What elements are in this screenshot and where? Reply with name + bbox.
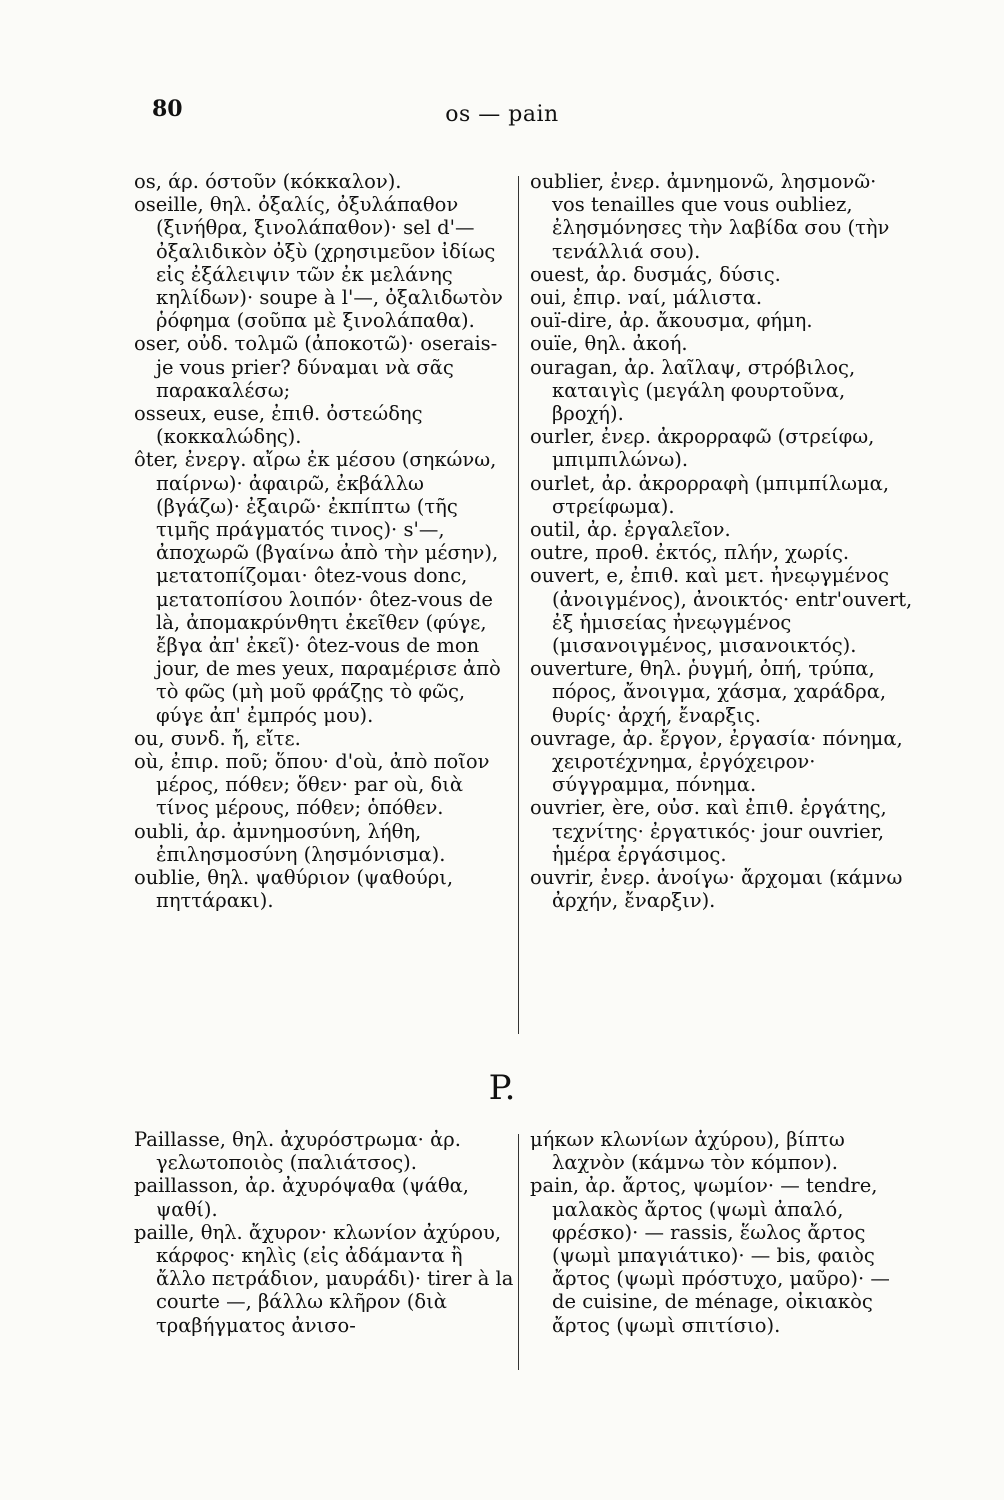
entry-oseille: oseille, θηλ. ὀξαλίς, ὀξυλάπαθον (ξινήθρα, ξινολάπαθον)· sel d'— ὀξαλιδικὸν ὀξὺ (χρησιμεῦον ἰδίως εἰς ἐξάλειψιν τῶν ἐκ μελάνης κηλίδων)· soupe à l'—, ὀξαλιδωτὸν ῥόφημα (σοῦπα μὲ ξινολάπαθα). [134, 193, 503, 333]
running-head: os — pain [445, 102, 559, 127]
column-bottom-right [530, 1128, 914, 1337]
entry-oublier: oublier, ἐνερ. ἀμνημονῶ, λησμονῶ· vos tenailles que vous oubliez, ἐλησμόνησες τὴν λαβίδα σου (τὴν τενάλλιά σου). [530, 170, 890, 263]
entry-paille: paille, θηλ. ἄχυρον· κλωνίον ἀχύρου, κάρφος· κηλὶς (εἰς ἀδάμαντα ἢ ἄλλο πετράδιον, μαυράδι)· tirer à la courte —, βάλλω κλῆρον (διὰ τραβήγματος ἀνισο- [134, 1220, 514, 1337]
entry-ouvrage: ouvrage, ἀρ. ἔργον, ἐργασία· πόνημα, χειροτέχνημα, ἐργόχειρον· σύγγραμμα, πόνημα. [530, 726, 903, 797]
entry-oubli: oubli, ἀρ. ἀμνημοσύνη, λήθη, ἐπιλησμοσύνη (λησμόνισμα). [134, 819, 446, 866]
entry-ouie: ouïe, θηλ. ἀκοή. [530, 332, 688, 356]
entry-ourlet: ourlet, ἀρ. ἀκρορραφὴ (μπιμπίλωμα, στρείφωμα). [530, 471, 890, 518]
entry-ouvrier: ouvrier, ère, οὐσ. καὶ ἐπιθ. ἐργάτης, τεχνίτης· ἐργατικός· jour ouvrier, ἡμέρα ἐργάσιμος. [530, 796, 887, 866]
entry-ouest: ouest, ἀρ. δυσμάς, δύσις. [530, 262, 781, 286]
entry-outil: outil, ἀρ. ἐργαλεῖον. [530, 518, 731, 542]
column-top-right [530, 170, 914, 913]
column-top-left [134, 170, 514, 913]
page-number: 80 [152, 96, 183, 122]
entry-ouverture: ouverture, θηλ. ῥυγμή, ὀπή, τρύπα, πόρος, ἄνοιγμα, χάσμα, χαράδρα, θυρίς· ἀρχή, ἔναρξις. [530, 657, 887, 727]
entry-os: os, άρ. όστοῦν (κόκκαλον). [134, 170, 402, 193]
entry-oublie: oublie, θηλ. ψαθύριον (ψαθούρι, πηττάρακι). [134, 866, 454, 913]
entry-oser: oser, οὐδ. τολμῶ (ἀποκοτῶ)· oserais-je vous prier? δύναμαι νὰ σᾶς παρακαλέσω; [134, 332, 498, 402]
entry-oter: ôter, ἐνεργ. αἴρω ἐκ μέσου (σηκώνω, παίρνω)· ἀφαιρῶ, ἐκβάλλω (βγάζω)· ἐξαιρῶ· ἐκπίπτω (τῆς τιμῆς πράγματός τινος)· s'—, ἀποχωρῶ (βγαίνω ἀπὸ τὴν μέσην), μετατοπίζομαι· ôtez-vous donc, μετατοπίσου λοιπόν· ôtez-vous de là, ἀπομακρύνθητι ἐκεῖθεν (φύγε, ἔβγα ἀπ' ἐκεῖ)· ôtez-vous de mon jour, de mes yeux, παραμέρισε ἀπὸ τὸ φῶς (μὴ μοῦ φράζῃς τὸ φῶς, φύγε ἀπ' ἐμπρός μου). [134, 448, 501, 727]
entry-ou: ou, συνδ. ἤ, εἴτε. [134, 726, 301, 750]
entry-paillasse: Paillasse, θηλ. ἀχυρόστρωμα· ἀρ. γελωτοποιὸς (παλιάτσος). [134, 1128, 461, 1175]
entry-outre: outre, προθ. ἐκτός, πλήν, χωρίς. [530, 541, 850, 565]
entry-ou-adverb: où, ἐπιρ. ποῦ; ὅπου· d'où, ἀπὸ ποῖον μέρος, πόθεν; ὅθεν· par où, διὰ τίνος μέρους, πόθεν; ὁπόθεν. [134, 750, 490, 820]
entry-ouvrir: ouvrir, ἐνερ. ἀνοίγω· ἄρχομαι (κάμνω ἀρχήν, ἔναρξιν). [530, 866, 903, 913]
entry-paille-continued: μήκων κλωνίων ἀχύρου), βίπτω λαχνὸν (κάμνω τὸν κόμπον). [530, 1128, 845, 1175]
entry-ouvert: ouvert, e, ἐπιθ. καὶ μετ. ἠνεῳγμένος (ἀνοιγμένος), ἀνοικτός· entr'ouvert, ἐξ ἡμισείας ἠνεῳγμένος (μισανοιγμένος, μισανοικτός). [530, 564, 913, 658]
section-letter: P. [488, 1068, 516, 1108]
entry-pain: pain, ἀρ. ἄρτος, ψωμίον· — tendre, μαλακὸς ἄρτος (ψωμὶ ἀπαλό, φρέσκο)· — rassis, ἕωλος ἄρτος (ψωμὶ μπαγιάτικο)· — bis, φαιὸς ἄρτος (ψωμὶ πρόστυχο, μαῦρο)· — de cuisine, de ménage, οἰκιακὸς ἄρτος (ψωμὶ σπιτίσιο). [530, 1174, 890, 1337]
column-divider-top [518, 176, 519, 1034]
entry-ourler: ourler, ἐνερ. ἀκρορραφῶ (στρείφω, μπιμπιλώνω). [530, 425, 875, 472]
entry-ouragan: ouragan, ἀρ. λαῖλαψ, στρόβιλος, καταιγὶς (μεγάλη φουρτοῦνα, βροχή). [530, 355, 856, 426]
entry-oui-dire: ouï-dire, ἀρ. ἄκουσμα, φήμη. [530, 309, 813, 333]
column-bottom-left [134, 1128, 514, 1337]
entry-oui: oui, ἐπιρ. ναί, μάλιστα. [530, 286, 763, 310]
entry-paillasson: paillasson, ἀρ. ἀχυρόψαθα (ψάθα, ψαθί). [134, 1174, 469, 1221]
entry-osseux: osseux, euse, ἐπιθ. ὀστεώδης (κοκκαλώδης). [134, 402, 423, 449]
column-divider-bottom [518, 1134, 519, 1370]
